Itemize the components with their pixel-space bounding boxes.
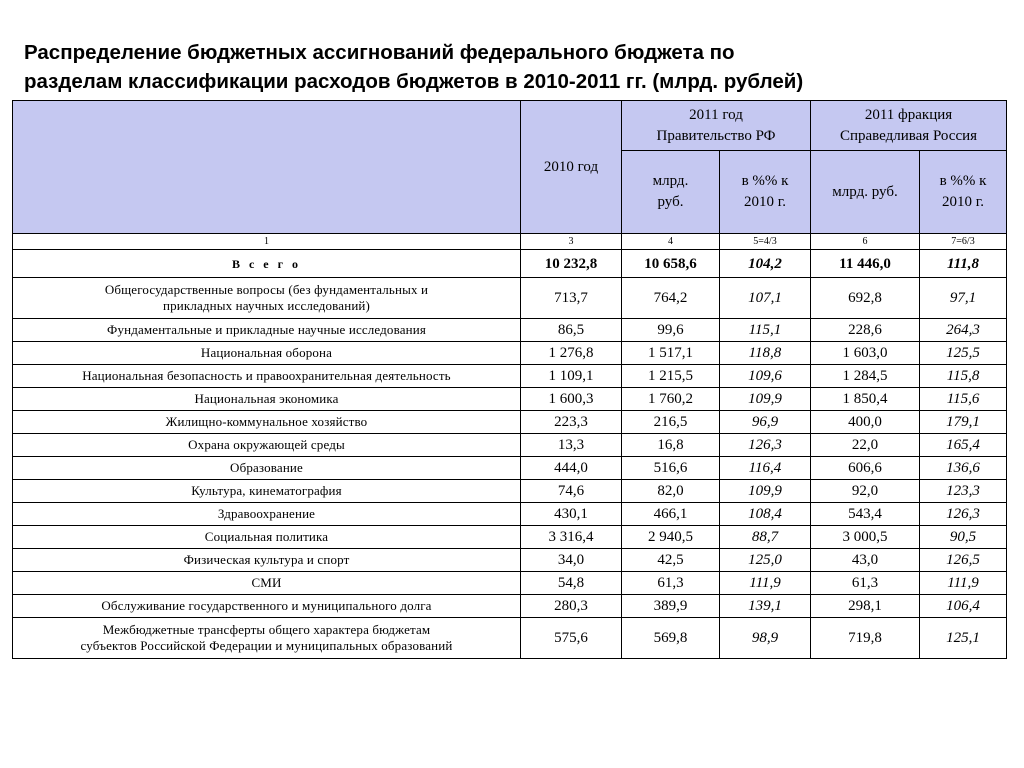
value-gov: 42,5 <box>622 549 720 572</box>
header-sr-pct-line-2: 2010 г. <box>942 194 984 210</box>
row-label: Национальная экономика <box>13 388 521 411</box>
col-number: 1 <box>13 234 521 250</box>
value-gov: 82,0 <box>622 480 720 503</box>
value-gov: 1 215,5 <box>622 365 720 388</box>
row-label: Образование <box>13 457 521 480</box>
value-2010: 34,0 <box>521 549 622 572</box>
table-row <box>13 388 1007 411</box>
row-label-line-1: Общегосударственные вопросы (без фундаментальных и <box>104 282 429 297</box>
value-sr: 719,8 <box>811 618 920 659</box>
row-label: Национальная безопасность и правоохранительная деятельность <box>13 365 521 388</box>
value-2010: 86,5 <box>521 319 622 342</box>
value-sr: 400,0 <box>811 411 920 434</box>
row-label: Обслуживание государственного и муниципального долга <box>13 595 521 618</box>
table-row <box>13 278 1007 319</box>
header-gov-pct-line-1: в %% к <box>741 173 789 189</box>
table-row <box>13 595 1007 618</box>
row-label: СМИ <box>13 572 521 595</box>
pct-gov: 109,9 <box>720 388 811 411</box>
row-label: Фундаментальные и прикладные научные исследования <box>13 319 521 342</box>
row-label-line-2: прикладных научных исследований) <box>162 298 371 313</box>
table-row <box>13 365 1007 388</box>
value-gov: 1 517,1 <box>622 342 720 365</box>
value-gov: 99,6 <box>622 319 720 342</box>
pct-gov: 109,9 <box>720 480 811 503</box>
value-sr: 92,0 <box>811 480 920 503</box>
col-number: 5=4/3 <box>720 234 811 250</box>
pct-gov: 115,1 <box>720 319 811 342</box>
header-sr-bln: млрд. руб. <box>811 151 920 234</box>
value-sr: 1 284,5 <box>811 365 920 388</box>
table-row <box>13 503 1007 526</box>
pct-gov: 116,4 <box>720 457 811 480</box>
col-number: 7=6/3 <box>920 234 1007 250</box>
pct-sr: 115,6 <box>920 388 1007 411</box>
row-label: Национальная оборона <box>13 342 521 365</box>
pct-gov: 107,1 <box>720 278 811 319</box>
value-gov: 466,1 <box>622 503 720 526</box>
value-gov: 1 760,2 <box>622 388 720 411</box>
header-sr-line-2: Справедливая Россия <box>839 127 978 144</box>
header-gov-bln-line-1: млрд. <box>652 173 689 189</box>
column-number-row <box>13 234 1007 250</box>
row-label: Охрана окружающей среды <box>13 434 521 457</box>
value-2010: 1 109,1 <box>521 365 622 388</box>
value-2010: 1 600,3 <box>521 388 622 411</box>
value-2010: 1 276,8 <box>521 342 622 365</box>
pct-gov: 125,0 <box>720 549 811 572</box>
value-gov: 2 940,5 <box>622 526 720 549</box>
row-label: Здравоохранение <box>13 503 521 526</box>
pct-gov: 96,9 <box>720 411 811 434</box>
value-2010: 575,6 <box>521 618 622 659</box>
row-label-line-2: субъектов Российской Федерации и муниципальных образований <box>80 638 453 653</box>
pct-sr: 111,9 <box>920 572 1007 595</box>
pct-sr: 90,5 <box>920 526 1007 549</box>
table-row <box>13 434 1007 457</box>
pct-sr: 165,4 <box>920 434 1007 457</box>
row-label <box>13 618 521 659</box>
row-label-line-1: Межбюджетные трансферты общего характера бюджетам <box>102 622 431 637</box>
col-number: 4 <box>622 234 720 250</box>
pct-sr: 111,8 <box>920 250 1007 278</box>
value-2010: 430,1 <box>521 503 622 526</box>
header-sr-pct-line-1: в %% к <box>939 173 987 189</box>
value-2010: 223,3 <box>521 411 622 434</box>
pct-gov: 118,8 <box>720 342 811 365</box>
header-2011-sr <box>811 101 1007 151</box>
table-row <box>13 526 1007 549</box>
value-sr: 22,0 <box>811 434 920 457</box>
row-label <box>13 278 521 319</box>
value-gov: 569,8 <box>622 618 720 659</box>
value-gov: 764,2 <box>622 278 720 319</box>
header-gov-bln <box>622 151 720 234</box>
header-2011-government <box>622 101 811 151</box>
value-2010: 13,3 <box>521 434 622 457</box>
value-sr: 61,3 <box>811 572 920 595</box>
page-title <box>24 38 1004 96</box>
value-2010: 713,7 <box>521 278 622 319</box>
value-sr: 11 446,0 <box>811 250 920 278</box>
pct-gov: 88,7 <box>720 526 811 549</box>
pct-gov: 111,9 <box>720 572 811 595</box>
row-label: Социальная политика <box>13 526 521 549</box>
pct-gov: 98,9 <box>720 618 811 659</box>
header-gov-pct <box>720 151 811 234</box>
pct-sr: 264,3 <box>920 319 1007 342</box>
value-2010: 280,3 <box>521 595 622 618</box>
header-sr-pct <box>920 151 1007 234</box>
col-number: 6 <box>811 234 920 250</box>
header-gov-line-1: 2011 год <box>689 106 743 123</box>
row-label: Физическая культура и спорт <box>13 549 521 572</box>
value-2010: 54,8 <box>521 572 622 595</box>
value-2010: 10 232,8 <box>521 250 622 278</box>
pct-sr: 179,1 <box>920 411 1007 434</box>
value-gov: 516,6 <box>622 457 720 480</box>
table-row <box>13 618 1007 659</box>
value-sr: 43,0 <box>811 549 920 572</box>
pct-sr: 136,6 <box>920 457 1007 480</box>
title-line-1: Распределение бюджетных ассигнований федерального бюджета по <box>24 41 735 64</box>
row-label: В с е г о <box>13 250 521 278</box>
title-line-2: разделам классификации расходов бюджетов в 2010-2011 гг. (млрд. рублей) <box>24 70 804 93</box>
table-row <box>13 342 1007 365</box>
value-2010: 74,6 <box>521 480 622 503</box>
value-sr: 3 000,5 <box>811 526 920 549</box>
pct-sr: 126,3 <box>920 503 1007 526</box>
pct-sr: 115,8 <box>920 365 1007 388</box>
pct-sr: 125,1 <box>920 618 1007 659</box>
row-label: Культура, кинематография <box>13 480 521 503</box>
value-2010: 3 316,4 <box>521 526 622 549</box>
budget-table <box>12 100 1007 659</box>
header-blank-cell <box>13 101 521 234</box>
header-gov-line-2: Правительство РФ <box>656 127 776 144</box>
value-sr: 606,6 <box>811 457 920 480</box>
pct-gov: 108,4 <box>720 503 811 526</box>
table-row <box>13 480 1007 503</box>
value-sr: 1 850,4 <box>811 388 920 411</box>
table-row <box>13 549 1007 572</box>
value-gov: 216,5 <box>622 411 720 434</box>
value-gov: 389,9 <box>622 595 720 618</box>
table-row-total <box>13 250 1007 278</box>
value-gov: 16,8 <box>622 434 720 457</box>
header-gov-bln-line-2: руб. <box>657 194 684 210</box>
pct-sr: 125,5 <box>920 342 1007 365</box>
value-2010: 444,0 <box>521 457 622 480</box>
col-number: 3 <box>521 234 622 250</box>
value-gov: 10 658,6 <box>622 250 720 278</box>
table-row <box>13 319 1007 342</box>
value-gov: 61,3 <box>622 572 720 595</box>
header-2010: 2010 год <box>521 101 622 234</box>
header-sr-line-1: 2011 фракция <box>864 106 953 123</box>
pct-gov: 104,2 <box>720 250 811 278</box>
value-sr: 692,8 <box>811 278 920 319</box>
pct-gov: 126,3 <box>720 434 811 457</box>
pct-sr: 126,5 <box>920 549 1007 572</box>
value-sr: 298,1 <box>811 595 920 618</box>
table-row <box>13 572 1007 595</box>
value-sr: 228,6 <box>811 319 920 342</box>
row-label: Жилищно-коммунальное хозяйство <box>13 411 521 434</box>
table-row <box>13 411 1007 434</box>
value-sr: 1 603,0 <box>811 342 920 365</box>
pct-sr: 97,1 <box>920 278 1007 319</box>
pct-gov: 109,6 <box>720 365 811 388</box>
pct-sr: 106,4 <box>920 595 1007 618</box>
pct-gov: 139,1 <box>720 595 811 618</box>
table-row <box>13 457 1007 480</box>
value-sr: 543,4 <box>811 503 920 526</box>
pct-sr: 123,3 <box>920 480 1007 503</box>
header-gov-pct-line-2: 2010 г. <box>744 194 786 210</box>
